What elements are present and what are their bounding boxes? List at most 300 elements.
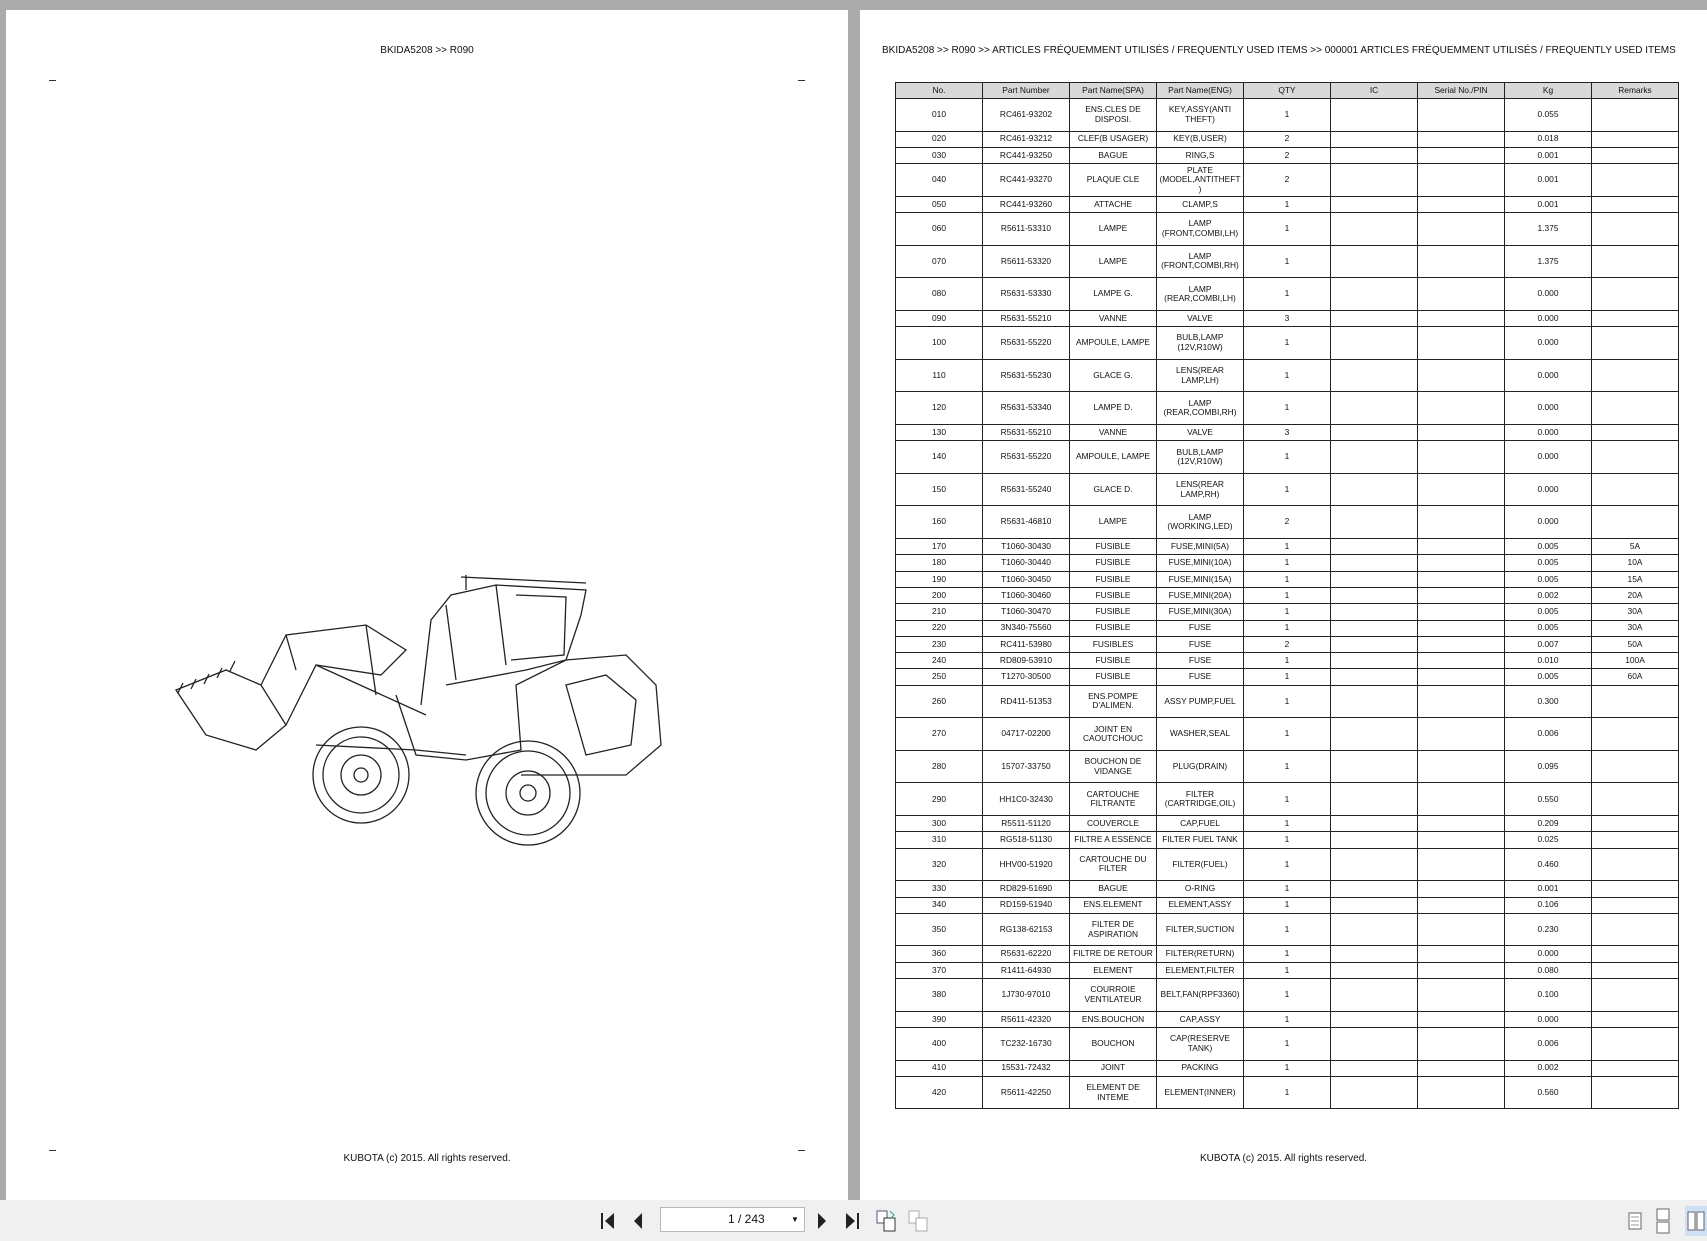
cell-part-name-eng: ELEMENT(INNER) [1157, 1076, 1244, 1109]
cell-qty: 1 [1244, 1076, 1331, 1109]
cell-serial [1418, 669, 1505, 685]
cell-part-number: T1060-30430 [983, 539, 1070, 555]
cell-part-number: R5511-51120 [983, 816, 1070, 832]
cell-ic [1331, 99, 1418, 132]
table-row [896, 555, 1679, 571]
cell-no: 220 [896, 620, 983, 636]
cell-part-number: R5631-46810 [983, 506, 1070, 539]
cell-part-number: HH1C0-32430 [983, 783, 1070, 816]
cell-qty: 1 [1244, 783, 1331, 816]
cell-kg: 0.106 [1505, 897, 1592, 913]
cell-part-name-eng: FUSE [1157, 669, 1244, 685]
cell-qty: 2 [1244, 164, 1331, 197]
previous-page-icon[interactable] [632, 1212, 644, 1230]
cell-part-number: R5631-55240 [983, 473, 1070, 506]
cell-part-number: 3N340-75560 [983, 620, 1070, 636]
cell-no: 070 [896, 245, 983, 278]
cell-part-name-spa: FUSIBLE [1070, 620, 1157, 636]
cell-part-name-eng: FUSE,MINI(10A) [1157, 555, 1244, 571]
cell-part-number: 04717-02200 [983, 718, 1070, 751]
cell-part-name-eng: LAMP (FRONT,COMBI,RH) [1157, 245, 1244, 278]
cell-part-number: R5611-53320 [983, 245, 1070, 278]
table-row [896, 669, 1679, 685]
cell-remarks: 100A [1592, 653, 1679, 669]
cell-no: 380 [896, 979, 983, 1012]
cell-no: 290 [896, 783, 983, 816]
cell-kg: 0.055 [1505, 99, 1592, 132]
cell-kg: 0.000 [1505, 473, 1592, 506]
table-row [896, 816, 1679, 832]
cell-part-name-spa: AMPOULE, LAMPE [1070, 441, 1157, 474]
cell-part-name-eng: RING,S [1157, 147, 1244, 163]
cell-ic [1331, 979, 1418, 1012]
cell-ic [1331, 424, 1418, 440]
cell-part-name-eng: LAMP (REAR,COMBI,LH) [1157, 278, 1244, 311]
cell-kg: 0.018 [1505, 131, 1592, 147]
cell-kg: 0.001 [1505, 164, 1592, 197]
table-row [896, 245, 1679, 278]
column-header: Part Name(ENG) [1157, 83, 1244, 99]
cell-remarks [1592, 359, 1679, 392]
cell-serial [1418, 1060, 1505, 1076]
cell-serial [1418, 604, 1505, 620]
page-footer: KUBOTA (c) 2015. All rights reserved. [343, 1153, 511, 1164]
cell-part-number: T1060-30470 [983, 604, 1070, 620]
cell-kg: 0.209 [1505, 816, 1592, 832]
cell-part-name-eng: FUSE [1157, 620, 1244, 636]
cell-part-name-eng: LAMP (FRONT,COMBI,LH) [1157, 213, 1244, 246]
cell-no: 310 [896, 832, 983, 848]
cell-ic [1331, 604, 1418, 620]
table-row [896, 1027, 1679, 1060]
cell-no: 020 [896, 131, 983, 147]
cell-part-name-spa: ENS.BOUCHON [1070, 1011, 1157, 1027]
cell-kg: 0.001 [1505, 196, 1592, 212]
cell-kg: 0.005 [1505, 669, 1592, 685]
cell-kg: 0.000 [1505, 310, 1592, 326]
cell-kg: 0.000 [1505, 424, 1592, 440]
cell-kg: 0.460 [1505, 848, 1592, 881]
viewer-toolbar [0, 1200, 1707, 1241]
table-row [896, 571, 1679, 587]
cell-part-name-spa: CARTOUCHE DU FILTER [1070, 848, 1157, 881]
table-row [896, 1011, 1679, 1027]
cell-kg: 0.000 [1505, 441, 1592, 474]
cell-ic [1331, 897, 1418, 913]
cell-part-name-spa: JOINT [1070, 1060, 1157, 1076]
cell-serial [1418, 359, 1505, 392]
cell-kg: 1.375 [1505, 213, 1592, 246]
cell-remarks: 60A [1592, 669, 1679, 685]
pdf-page-right [860, 10, 1707, 1200]
cell-qty: 1 [1244, 99, 1331, 132]
cell-part-number: R5631-55210 [983, 424, 1070, 440]
cell-part-number: TC232-16730 [983, 1027, 1070, 1060]
cell-qty: 1 [1244, 327, 1331, 360]
cell-part-number: R5611-53310 [983, 213, 1070, 246]
cell-part-name-eng: PACKING [1157, 1060, 1244, 1076]
cell-part-name-spa: LAMPE [1070, 506, 1157, 539]
cell-serial [1418, 653, 1505, 669]
cell-part-name-eng: CAP(RESERVE TANK) [1157, 1027, 1244, 1060]
cell-kg: 0.005 [1505, 571, 1592, 587]
cell-no: 140 [896, 441, 983, 474]
table-row [896, 1060, 1679, 1076]
cell-no: 300 [896, 816, 983, 832]
table-row [896, 979, 1679, 1012]
cell-part-number: 15707-33750 [983, 750, 1070, 783]
cell-part-name-spa: FUSIBLES [1070, 636, 1157, 652]
cell-serial [1418, 979, 1505, 1012]
cell-part-number: R5631-55220 [983, 327, 1070, 360]
table-row [896, 620, 1679, 636]
cell-ic [1331, 571, 1418, 587]
table-row [896, 147, 1679, 163]
cell-ic [1331, 816, 1418, 832]
cell-ic [1331, 164, 1418, 197]
cell-serial [1418, 571, 1505, 587]
cell-kg: 1.375 [1505, 245, 1592, 278]
cell-no: 360 [896, 946, 983, 962]
cell-no: 390 [896, 1011, 983, 1027]
cell-ic [1331, 636, 1418, 652]
cell-part-name-spa: VANNE [1070, 310, 1157, 326]
cell-qty: 1 [1244, 539, 1331, 555]
cell-no: 210 [896, 604, 983, 620]
cell-part-name-eng: LENS(REAR LAMP,LH) [1157, 359, 1244, 392]
cell-part-name-spa: BAGUE [1070, 147, 1157, 163]
cell-part-name-eng: FUSE,MINI(20A) [1157, 587, 1244, 603]
cell-kg: 0.005 [1505, 620, 1592, 636]
cell-remarks [1592, 848, 1679, 881]
cell-part-name-spa: PLAQUE CLE [1070, 164, 1157, 197]
cell-part-number: RC441-93260 [983, 196, 1070, 212]
cell-ic [1331, 506, 1418, 539]
cell-no: 060 [896, 213, 983, 246]
cell-no: 330 [896, 881, 983, 897]
cell-ic [1331, 587, 1418, 603]
cell-serial [1418, 392, 1505, 425]
cell-serial [1418, 832, 1505, 848]
cell-serial [1418, 539, 1505, 555]
cell-qty: 1 [1244, 669, 1331, 685]
cell-qty: 1 [1244, 359, 1331, 392]
cell-part-name-eng: O-RING [1157, 881, 1244, 897]
cell-part-name-eng: ASSY PUMP,FUEL [1157, 685, 1244, 718]
cell-part-name-eng: LAMP (WORKING,LED) [1157, 506, 1244, 539]
cell-remarks [1592, 1011, 1679, 1027]
cell-serial [1418, 147, 1505, 163]
cell-kg: 0.000 [1505, 1011, 1592, 1027]
column-header: Serial No./PIN [1418, 83, 1505, 99]
cell-qty: 1 [1244, 278, 1331, 311]
cell-qty: 2 [1244, 506, 1331, 539]
cell-qty: 1 [1244, 441, 1331, 474]
cell-serial [1418, 310, 1505, 326]
cell-serial [1418, 636, 1505, 652]
cell-remarks [1592, 164, 1679, 197]
cell-ic [1331, 1011, 1418, 1027]
table-row [896, 164, 1679, 197]
cell-serial [1418, 213, 1505, 246]
table-row [896, 913, 1679, 946]
cell-part-name-eng: KEY,ASSY(ANTI THEFT) [1157, 99, 1244, 132]
cell-kg: 0.300 [1505, 685, 1592, 718]
cell-part-number: R5631-53340 [983, 392, 1070, 425]
cell-no: 320 [896, 848, 983, 881]
two-page-view-button[interactable] [1685, 1206, 1707, 1236]
cell-part-number: R1411-64930 [983, 962, 1070, 978]
cell-ic [1331, 473, 1418, 506]
page-number-input[interactable] [660, 1207, 805, 1232]
cell-part-name-eng: BULB,LAMP (12V,R10W) [1157, 327, 1244, 360]
cell-no: 250 [896, 669, 983, 685]
cell-remarks [1592, 147, 1679, 163]
cell-ic [1331, 213, 1418, 246]
cell-remarks [1592, 913, 1679, 946]
cell-qty: 1 [1244, 392, 1331, 425]
cell-part-number: 15531-72432 [983, 1060, 1070, 1076]
cell-serial [1418, 196, 1505, 212]
column-header: Part Number [983, 83, 1070, 99]
go-back-view-icon[interactable] [876, 1209, 898, 1233]
single-page-view-icon[interactable] [1628, 1212, 1642, 1230]
cell-ic [1331, 392, 1418, 425]
cell-remarks: 20A [1592, 587, 1679, 603]
cell-remarks [1592, 278, 1679, 311]
next-page-icon[interactable] [816, 1212, 828, 1230]
last-page-icon[interactable] [844, 1212, 860, 1230]
cell-part-name-eng: FUSE,MINI(30A) [1157, 604, 1244, 620]
cell-part-name-spa: LAMPE G. [1070, 278, 1157, 311]
cell-remarks: 50A [1592, 636, 1679, 652]
cell-no: 280 [896, 750, 983, 783]
cell-no: 340 [896, 897, 983, 913]
cell-ic [1331, 718, 1418, 751]
crop-mark [49, 80, 56, 81]
table-row [896, 718, 1679, 751]
cell-part-name-eng: ELEMENT,ASSY [1157, 897, 1244, 913]
page-indicator: 1 / 243 [728, 1212, 765, 1226]
cell-part-name-spa: AMPOULE, LAMPE [1070, 327, 1157, 360]
cell-ic [1331, 750, 1418, 783]
pdf-page-left [6, 10, 848, 1200]
column-header: No. [896, 83, 983, 99]
cell-part-name-eng: LAMP (REAR,COMBI,RH) [1157, 392, 1244, 425]
cell-kg: 0.000 [1505, 506, 1592, 539]
cell-remarks [1592, 750, 1679, 783]
table-row [896, 506, 1679, 539]
cell-serial [1418, 750, 1505, 783]
cell-serial [1418, 506, 1505, 539]
table-row [896, 539, 1679, 555]
table-row [896, 604, 1679, 620]
cell-ic [1331, 1076, 1418, 1109]
cell-ic [1331, 278, 1418, 311]
column-header: Part Name(SPA) [1070, 83, 1157, 99]
cell-serial [1418, 441, 1505, 474]
cell-ic [1331, 539, 1418, 555]
cell-part-name-eng: LENS(REAR LAMP,RH) [1157, 473, 1244, 506]
cell-ic [1331, 620, 1418, 636]
cell-part-name-spa: GLACE D. [1070, 473, 1157, 506]
table-row [896, 653, 1679, 669]
table-row [896, 783, 1679, 816]
cell-remarks [1592, 832, 1679, 848]
cell-remarks [1592, 979, 1679, 1012]
cell-remarks [1592, 881, 1679, 897]
cell-part-name-eng: WASHER,SEAL [1157, 718, 1244, 751]
cell-part-number: R5631-55220 [983, 441, 1070, 474]
table-row [896, 832, 1679, 848]
cell-qty: 1 [1244, 685, 1331, 718]
cell-kg: 0.010 [1505, 653, 1592, 669]
table-row [896, 99, 1679, 132]
cell-qty: 1 [1244, 718, 1331, 751]
cell-remarks [1592, 1060, 1679, 1076]
cell-no: 170 [896, 539, 983, 555]
cell-qty: 1 [1244, 1060, 1331, 1076]
cell-qty: 1 [1244, 473, 1331, 506]
cell-part-number: T1060-30460 [983, 587, 1070, 603]
cell-serial [1418, 848, 1505, 881]
cell-part-name-spa: FUSIBLE [1070, 571, 1157, 587]
chevron-down-icon[interactable]: ▼ [791, 1215, 799, 1224]
cell-part-name-spa: ENS.POMPE D'ALIMEN. [1070, 685, 1157, 718]
cell-part-number: RC441-93270 [983, 164, 1070, 197]
cell-serial [1418, 164, 1505, 197]
table-row [896, 310, 1679, 326]
cell-part-name-eng: FILTER FUEL TANK [1157, 832, 1244, 848]
first-page-icon[interactable] [600, 1212, 616, 1230]
cell-remarks [1592, 424, 1679, 440]
crop-mark [49, 1150, 56, 1151]
cell-no: 270 [896, 718, 983, 751]
cell-part-name-eng: CAP,ASSY [1157, 1011, 1244, 1027]
cell-part-name-spa: BAGUE [1070, 881, 1157, 897]
cell-serial [1418, 1027, 1505, 1060]
cell-part-name-spa: BOUCHON [1070, 1027, 1157, 1060]
cell-part-name-spa: BOUCHON DE VIDANGE [1070, 750, 1157, 783]
cell-part-name-eng: FILTER(FUEL) [1157, 848, 1244, 881]
cell-qty: 1 [1244, 587, 1331, 603]
cell-kg: 0.005 [1505, 604, 1592, 620]
cell-serial [1418, 783, 1505, 816]
cell-remarks: 15A [1592, 571, 1679, 587]
cell-kg: 0.230 [1505, 913, 1592, 946]
cell-part-name-eng: CLAMP,S [1157, 196, 1244, 212]
cell-no: 100 [896, 327, 983, 360]
cell-kg: 0.000 [1505, 278, 1592, 311]
cell-serial [1418, 962, 1505, 978]
cell-part-name-eng: CAP,FUEL [1157, 816, 1244, 832]
cell-serial [1418, 131, 1505, 147]
table-row [896, 473, 1679, 506]
table-row [896, 213, 1679, 246]
cell-kg: 0.080 [1505, 962, 1592, 978]
cell-no: 050 [896, 196, 983, 212]
cell-ic [1331, 913, 1418, 946]
cell-serial [1418, 620, 1505, 636]
cell-remarks [1592, 685, 1679, 718]
table-row [896, 946, 1679, 962]
cell-serial [1418, 473, 1505, 506]
cell-qty: 1 [1244, 213, 1331, 246]
cell-qty: 1 [1244, 1027, 1331, 1060]
cell-part-number: RD809-53910 [983, 653, 1070, 669]
cell-remarks: 5A [1592, 539, 1679, 555]
cell-remarks [1592, 310, 1679, 326]
cell-serial [1418, 1011, 1505, 1027]
cell-part-number: R5631-55210 [983, 310, 1070, 326]
table-row [896, 750, 1679, 783]
wheel-loader-illustration [166, 575, 696, 865]
cell-kg: 0.100 [1505, 979, 1592, 1012]
cell-qty: 3 [1244, 424, 1331, 440]
cell-no: 160 [896, 506, 983, 539]
cell-serial [1418, 245, 1505, 278]
page-header: BKIDA5208 >> R090 [380, 45, 474, 56]
cell-no: 120 [896, 392, 983, 425]
cell-ic [1331, 685, 1418, 718]
cell-kg: 0.007 [1505, 636, 1592, 652]
cell-part-number: R5631-55230 [983, 359, 1070, 392]
cell-no: 080 [896, 278, 983, 311]
table-row [896, 848, 1679, 881]
cell-part-name-spa: LAMPE [1070, 245, 1157, 278]
cell-no: 240 [896, 653, 983, 669]
cell-part-name-spa: FUSIBLE [1070, 653, 1157, 669]
cell-qty: 1 [1244, 979, 1331, 1012]
cell-serial [1418, 897, 1505, 913]
continuous-view-icon[interactable] [1656, 1208, 1670, 1234]
cell-ic [1331, 1060, 1418, 1076]
cell-part-name-eng: BULB,LAMP (12V,R10W) [1157, 441, 1244, 474]
cell-remarks [1592, 213, 1679, 246]
go-forward-view-icon[interactable] [908, 1209, 930, 1233]
cell-serial [1418, 327, 1505, 360]
table-row [896, 441, 1679, 474]
two-page-view-icon [1685, 1206, 1707, 1236]
cell-kg: 0.006 [1505, 1027, 1592, 1060]
cell-qty: 1 [1244, 881, 1331, 897]
cell-remarks [1592, 441, 1679, 474]
cell-part-name-eng: FUSE [1157, 653, 1244, 669]
cell-remarks [1592, 1076, 1679, 1109]
cell-part-name-spa: ENS.CLES DE DISPOSI. [1070, 99, 1157, 132]
cell-remarks [1592, 506, 1679, 539]
parts-table [895, 82, 1679, 1109]
cell-part-name-spa: CLEF(B USAGER) [1070, 131, 1157, 147]
cell-part-name-eng: FUSE [1157, 636, 1244, 652]
cell-serial [1418, 685, 1505, 718]
cell-kg: 0.550 [1505, 783, 1592, 816]
table-row [896, 881, 1679, 897]
cell-ic [1331, 555, 1418, 571]
cell-no: 150 [896, 473, 983, 506]
cell-ic [1331, 147, 1418, 163]
cell-remarks [1592, 816, 1679, 832]
cell-part-number: RD829-51690 [983, 881, 1070, 897]
table-row [896, 131, 1679, 147]
cell-remarks [1592, 783, 1679, 816]
cell-kg: 0.000 [1505, 392, 1592, 425]
cell-part-name-eng: PLUG(DRAIN) [1157, 750, 1244, 783]
cell-no: 040 [896, 164, 983, 197]
cell-serial [1418, 587, 1505, 603]
cell-remarks [1592, 718, 1679, 751]
column-header: Remarks [1592, 83, 1679, 99]
